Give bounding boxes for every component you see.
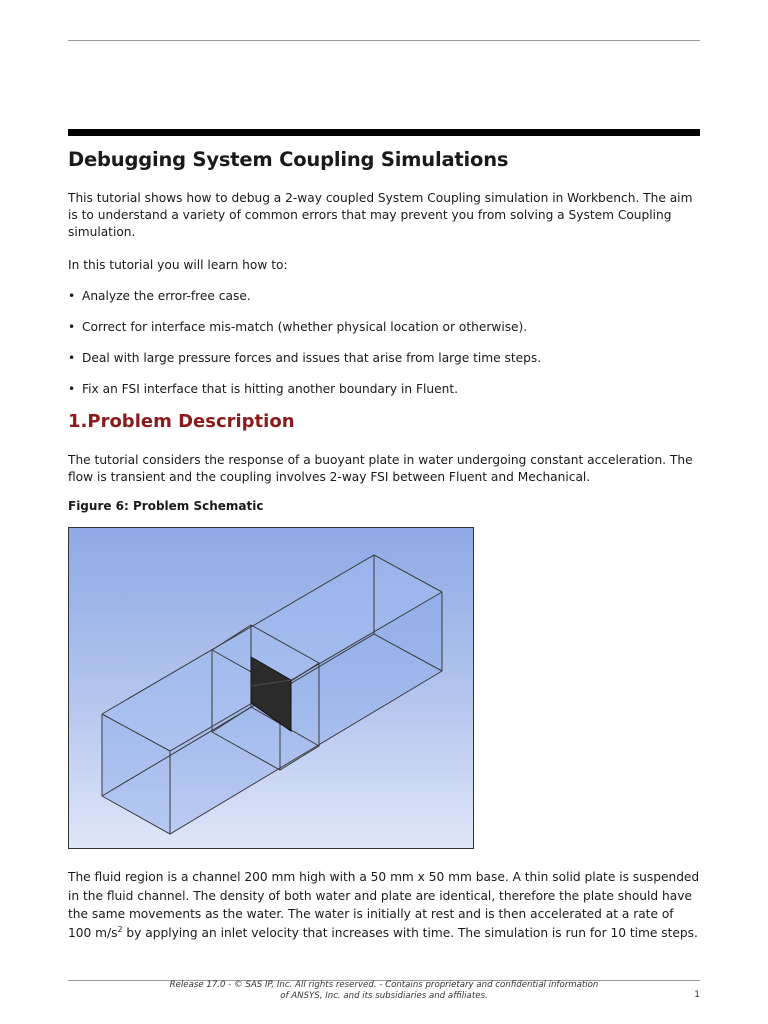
title-bar-rule bbox=[68, 129, 700, 136]
list-item bbox=[68, 350, 541, 367]
figure-caption: Figure 6: Problem Schematic bbox=[68, 499, 264, 513]
list-item bbox=[68, 288, 251, 305]
bullet-dot: • bbox=[68, 320, 76, 334]
section-heading bbox=[68, 411, 295, 432]
page-number: 1 bbox=[694, 990, 700, 1000]
fluid-text-start: The fluid region is a channel 200 mm high with a 50 mm x 50 mm base. A thin solid plate is suspended in the fluid channel. The density of both water and plate are identical, therefore the plate should have the same movements as the water. The water is initially at rest and is then accelerated at a rate of 100 m/s bbox=[68, 870, 700, 940]
section-number: 1. bbox=[68, 411, 88, 432]
superscript: 2 bbox=[117, 924, 123, 934]
intro-paragraph: This tutorial shows how to debug a 2-way coupled System Coupling simulation in Workbench. The aim is to understand a variety of common errors that may prevent you from solving a System Coupling simulation. bbox=[68, 191, 693, 239]
bullet-dot: • bbox=[68, 382, 76, 396]
problem-paragraph: The tutorial considers the response of a buoyant plate in water undergoing constant acceleration. The flow is transient and the coupling involves 2-way FSI between Fluent and Mechanical. bbox=[68, 453, 693, 484]
section-title: Problem Description bbox=[87, 411, 295, 432]
footer-line-1: Release 17.0 - © SAS IP, Inc. All rights reserved. - Contains proprietary and confidential information bbox=[169, 980, 599, 990]
list-item-text: Deal with large pressure forces and issues that arise from large time steps. bbox=[82, 351, 542, 365]
list-item-text: Fix an FSI interface that is hitting another boundary in Fluent. bbox=[82, 382, 458, 396]
fluid-paragraph bbox=[68, 868, 700, 942]
list-item bbox=[68, 381, 458, 398]
learn-lead: In this tutorial you will learn how to: bbox=[68, 258, 288, 272]
footer-line-2: of ANSYS, Inc. and its subsidiaries and affiliates. bbox=[280, 991, 488, 1001]
list-item-text: Analyze the error-free case. bbox=[82, 289, 251, 303]
footer-notice bbox=[68, 980, 700, 1002]
list-item-text: Correct for interface mis-match (whether physical location or otherwise). bbox=[82, 320, 528, 334]
list-item bbox=[68, 319, 527, 336]
fluid-text-end: by applying an inlet velocity that increases with time. The simulation is run for 10 time steps. bbox=[122, 925, 698, 940]
bullet-dot: • bbox=[68, 289, 76, 303]
channel-schematic bbox=[69, 528, 474, 849]
problem-schematic-figure bbox=[68, 527, 474, 849]
header-rule bbox=[68, 40, 700, 41]
page-title: Debugging System Coupling Simulations bbox=[68, 148, 509, 171]
bullet-dot: • bbox=[68, 351, 76, 365]
